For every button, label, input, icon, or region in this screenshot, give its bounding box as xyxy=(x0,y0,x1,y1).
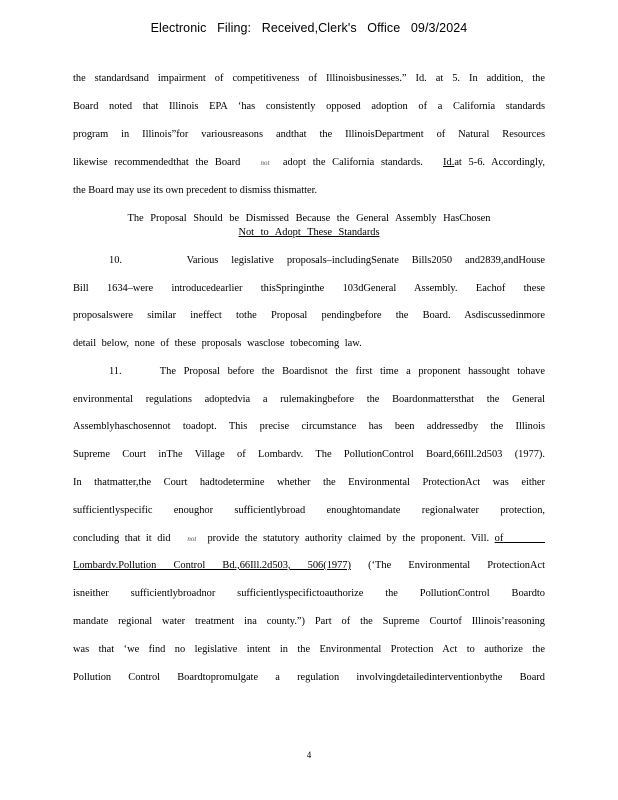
text-line-14: In thatmatter,the Court hadtodetermine whether the Environmental ProtectionAct was either xyxy=(73,477,545,488)
emphasis-not-2: not xyxy=(187,535,197,543)
paragraph-number-11: 11. xyxy=(109,366,122,377)
text-line-16-part-a: concluding that it did xyxy=(73,533,171,544)
text-line-5: the Board may use its own precedent to dismiss thismatter. xyxy=(73,185,318,196)
paragraph-11-text: The Proposal before the Boardisnot the first time a proponent hassought tohave xyxy=(159,366,545,377)
text-line-11: environmental regulations adoptedvia a rulemakingbefore the Boardonmattersthat the General xyxy=(73,394,545,405)
text-line-2: Board noted that Illinois EPA ‘has consistently opposed adoption of a California standards xyxy=(73,101,545,112)
text-line-4 xyxy=(73,156,545,170)
text-line-4-part-a: likewise recommendedthat the Board xyxy=(73,157,241,168)
paragraph-11-first-line xyxy=(73,365,545,379)
text-line-13: Supreme Court inThe Village of Lombardv. The PollutionControl Board,66Ill.2d503 (1977). xyxy=(73,449,545,460)
efiling-header: Electronic Filing: Received,Clerk's Office 09/3/2024 xyxy=(150,21,468,35)
text-line-17-rest: (‘The Environmental ProtectionAct xyxy=(350,560,545,571)
text-line-15: sufficientlyspecific enoughor sufficientlybroad enoughtomandate regionalwater protection, xyxy=(73,505,545,516)
text-line-8: proposalswere similar ineffect tothe Proposal pendingbefore the Board. Asdiscussedinmore xyxy=(73,310,545,321)
text-line-12: Assemblyhaschosennot toadopt. This precise circumstance has been addressedby the Illinois xyxy=(73,421,545,432)
text-line-21: Pollution Control Boardtopromulgate a regulation involvingdetailedinterventionbythe Board xyxy=(73,672,545,683)
section-heading-line-1: The Proposal Should be Dismissed Because the General Assembly HasChosen xyxy=(127,213,491,224)
text-line-9: detail below, none of these proposals wasclose tobecoming law. xyxy=(73,338,362,349)
text-line-4-part-b: adopt the California standards. xyxy=(282,157,423,168)
paragraph-10-first-line xyxy=(73,254,545,268)
text-line-1: the standardsand impairment of competitiveness of Illinoisbusinesses.” Id. at 5. In addition, the xyxy=(73,73,545,84)
citation-of: of xyxy=(494,533,504,544)
text-line-7: Bill 1634–were introducedearlier thisSpringinthe 103dGeneral Assembly. Eachof these xyxy=(73,283,545,294)
paragraph-10-text: Various legislative proposals–includingSenate Bills2050 and2839,andHouse xyxy=(186,255,545,266)
text-line-3: program in Illinois”for variousreasons andthat the IllinoisDepartment of Natural Resources xyxy=(73,129,545,140)
text-line-4-part-c: at 5-6. Accordingly, xyxy=(454,157,545,168)
text-line-16-part-b: provide the statutory authority claimed by the proponent. Vill. xyxy=(207,533,490,544)
text-line-18: isneither sufficientlybroadnor sufficientlyspecifictoauthorize the PollutionControl Boardto xyxy=(73,588,545,599)
emphasis-not: not xyxy=(260,159,270,167)
page-number: 4 xyxy=(306,750,312,760)
citation-lombard: Lombardv.Pollution Control Bd.,66Ill.2d503, 506(1977) xyxy=(73,560,351,571)
text-line-16 xyxy=(73,532,545,546)
paragraph-number-10: 10. xyxy=(109,255,122,266)
section-heading-line-2: Not to Adopt These Standards xyxy=(238,227,380,238)
text-line-17 xyxy=(73,559,545,573)
text-line-20: was that ‘we find no legislative intent in the Environmental Protection Act to authorize the xyxy=(73,644,545,655)
citation-id: Id. xyxy=(443,157,455,168)
text-line-19: mandate regional water treatment ina county.”) Part of the Supreme Courtof Illinois’reasoning xyxy=(73,616,545,627)
